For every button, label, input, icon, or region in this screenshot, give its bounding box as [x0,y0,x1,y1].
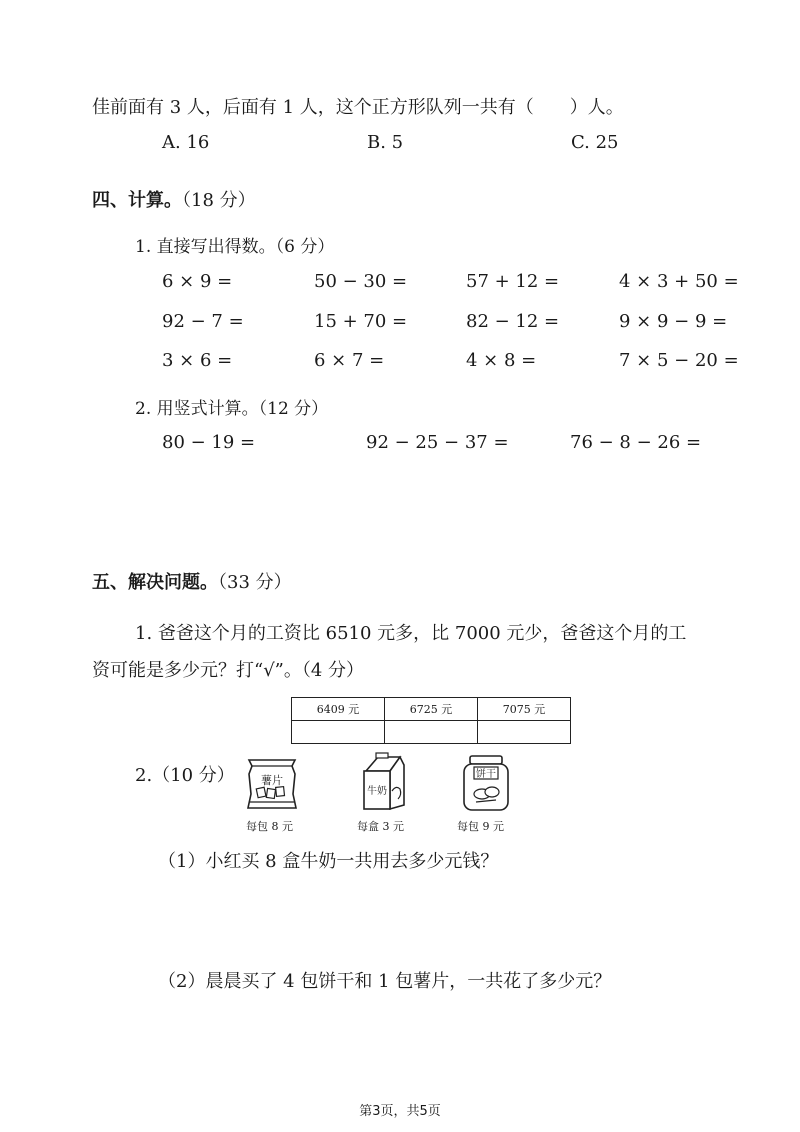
biscuit-jar-icon [460,752,512,814]
section-score: （33 分） [218,572,292,593]
calc-item: 82 − 12 = [466,311,560,332]
option-c: C. 25 [571,132,619,153]
calc-item: 6 × 7 = [314,350,385,371]
vertical-calc-item: 76 − 8 − 26 = [570,432,702,453]
vertical-calc-item: 80 − 19 = [162,432,256,453]
page-number: 第3页，共5页 [359,1104,441,1119]
sub-question: （2）晨晨买了 4 包饼干和 1 包薯片，一共花了多少元？ [158,971,612,992]
question-text: 佳前面有 3 人，后面有 1 人，这个正方形队列一共有（ ）人。 [92,97,624,118]
calc-item: 4 × 3 + 50 = [619,271,739,292]
calc-item: 15 + 70 = [314,311,408,332]
section-title: 四、计算。 [92,190,182,211]
table-header-cell: 6725 元 [385,698,478,721]
icon-label: 牛奶 [367,786,387,797]
icon-label: 饼干 [476,769,496,780]
calc-item: 3 × 6 = [162,350,233,371]
table-row [292,698,571,721]
calc-item: 50 − 30 = [314,271,408,292]
calc-item: 6 × 9 = [162,271,233,292]
calc-item: 4 × 8 = [466,350,537,371]
icon-label: 薯片 [261,774,283,787]
table-header-cell: 7075 元 [478,698,571,721]
section-4-heading [92,186,256,212]
salary-table [291,697,571,744]
calc-item: 7 × 5 − 20 = [619,350,739,371]
section-title: 五、解决问题。 [92,572,218,593]
price-caption: 每包 9 元 [457,820,504,833]
vertical-calc-item: 92 − 25 − 37 = [366,432,509,453]
question-text: 1. 爸爸这个月的工资比 6510 元多，比 7000 元少，爸爸这个月的工 [135,623,687,644]
option-b: B. 5 [367,132,404,153]
answer-cell[interactable] [478,721,571,744]
answer-cell[interactable] [385,721,478,744]
milk-carton-icon [358,751,408,813]
question-label: 2.（10 分） [135,765,235,786]
calc-item: 9 × 9 − 9 = [619,311,728,332]
calc-item: 57 + 12 = [466,271,560,292]
answer-cell[interactable] [292,721,385,744]
chips-bag-icon [243,754,301,814]
calc-item: 92 − 7 = [162,311,244,332]
sub-question-label: 1. 直接写出得数。（6 分） [135,237,335,257]
sub-question-label: 2. 用竖式计算。（12 分） [135,399,329,419]
section-score: （18 分） [182,190,256,211]
table-row [292,721,571,744]
question-text: 资可能是多少元？打“√”。（4 分） [92,660,365,681]
section-5-heading [92,568,292,594]
price-caption: 每包 8 元 [246,820,293,833]
sub-question: （1）小红买 8 盒牛奶一共用去多少元钱？ [158,851,499,872]
price-caption: 每盒 3 元 [357,820,404,833]
table-header-cell: 6409 元 [292,698,385,721]
option-a: A. 16 [162,132,210,153]
